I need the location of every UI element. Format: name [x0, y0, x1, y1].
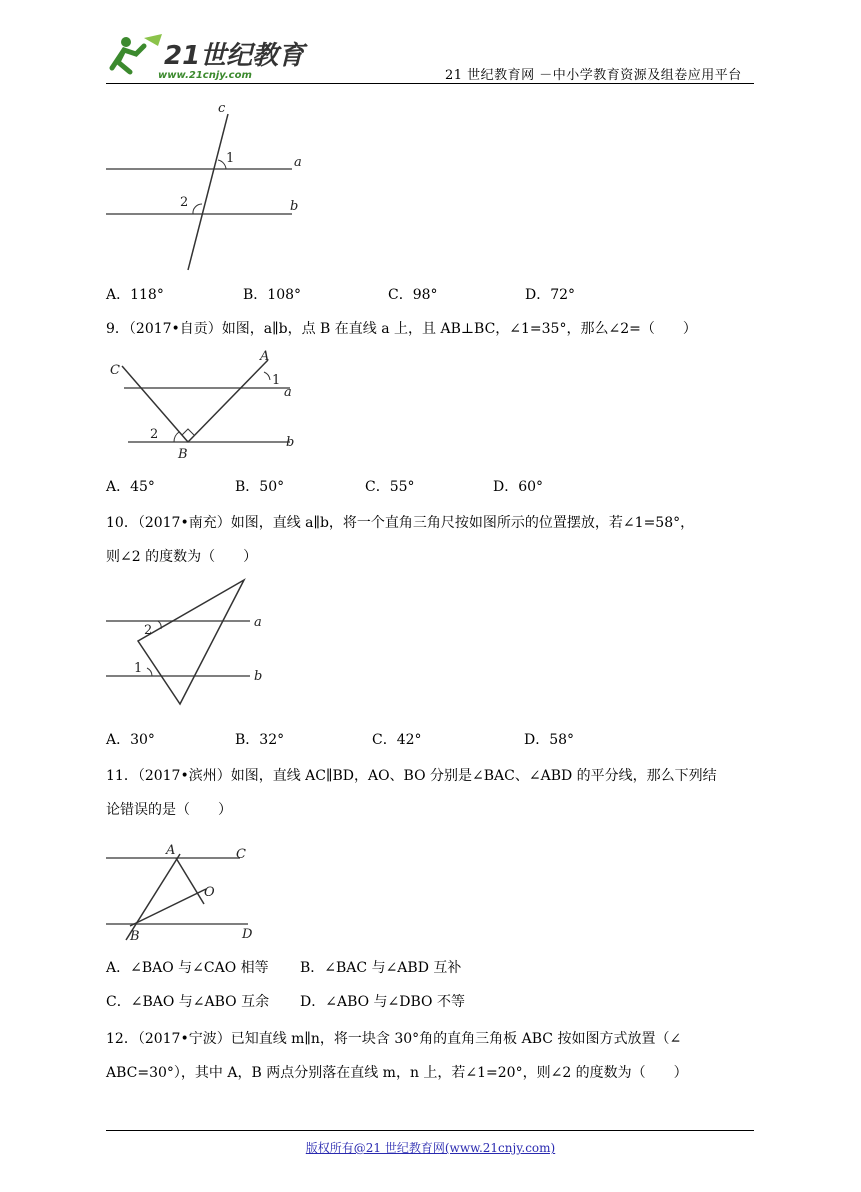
q11-label-C: C: [236, 847, 246, 862]
q10-option-d: D．58°: [524, 732, 575, 748]
q10-stem-line2: 则∠2 的度数为（ ）: [106, 549, 258, 565]
q8-option-a: A．118°: [106, 287, 164, 303]
q8-label-2: 2: [180, 195, 189, 210]
q8-label-1: 1: [226, 151, 235, 166]
q9-label-C: C: [110, 363, 120, 378]
q8-option-c: C．98°: [388, 287, 438, 303]
q11-option-d: D．∠ABO 与∠DBO 不等: [300, 994, 465, 1010]
q12-stem-line2: ABC=30°），其中 A，B 两点分别落在直线 m，n 上，若∠1=20°，则∠2 的度数为（ ）: [106, 1065, 688, 1081]
q11-option-c: C．∠BAO 与∠ABO 互余: [106, 994, 270, 1010]
q10-label-a: a: [254, 615, 262, 630]
q8-label-b: b: [290, 199, 299, 214]
q11-label-O: O: [204, 885, 215, 900]
q10-option-c: C．42°: [372, 732, 422, 748]
q11-option-a: A．∠BAO 与∠CAO 相等: [106, 960, 269, 976]
site-logo: [104, 28, 305, 84]
site-title: 21 世纪教育网 －中小学教育资源及组卷应用平台: [445, 68, 742, 83]
q10-label-b: b: [254, 669, 263, 684]
logo-url: www.21cnjy.com: [158, 70, 252, 81]
q8-option-d: D．72°: [525, 287, 576, 303]
runner-logo-icon: [112, 34, 162, 72]
q9-option-d: D．60°: [493, 479, 544, 495]
q12-stem-line1: 12．（2017•宁波）已知直线 m∥n，将一块含 30°角的直角三角板 ABC 按如图方式放置（∠: [106, 1031, 682, 1047]
q10-option-b: B．32°: [235, 732, 285, 748]
q9-label-2: 2: [150, 427, 159, 442]
q9-stem: 9．（2017•自贡）如图，a∥b，点 B 在直线 a 上，且 AB⊥BC，∠1=35°，那么∠2=（ ）: [106, 321, 697, 337]
q11-option-b: B．∠BAC 与∠ABD 互补: [300, 960, 462, 976]
q10-figure: [100, 574, 280, 714]
footer-divider: [106, 1130, 754, 1131]
q11-label-B: B: [130, 929, 140, 944]
q10-label-2: 2: [144, 623, 153, 638]
q11-stem-line1: 11．（2017•滨州）如图，直线 AC∥BD，AO、BO 分别是∠BAC、∠ABD 的平分线，那么下列结: [106, 768, 717, 784]
q8-figure: [100, 98, 320, 278]
q8-label-c: c: [218, 101, 226, 116]
q11-label-D: D: [242, 927, 253, 942]
q8-label-a: a: [294, 155, 302, 170]
q9-option-a: A．45°: [106, 479, 155, 495]
logo-text: 21世纪教育: [164, 41, 305, 71]
q9-label-B: B: [178, 447, 188, 462]
q11-label-A: A: [166, 843, 176, 858]
footer-copyright[interactable]: [0, 1139, 861, 1156]
q11-figure: [100, 836, 270, 946]
q9-label-A: A: [260, 349, 270, 364]
q10-label-1: 1: [134, 661, 143, 676]
q9-label-b: b: [286, 435, 295, 450]
q9-label-1: 1: [272, 373, 281, 388]
q8-option-b: B．108°: [243, 287, 302, 303]
q11-stem-line2: 论错误的是（ ）: [106, 802, 232, 818]
q10-option-a: A．30°: [106, 732, 155, 748]
footer-link[interactable]: 版权所有@21 世纪教育网(www.21cnjy.com): [305, 1141, 556, 1155]
q9-option-c: C．55°: [365, 479, 415, 495]
q9-option-b: B．50°: [235, 479, 285, 495]
header-divider: [106, 83, 754, 84]
q9-label-a: a: [284, 385, 292, 400]
q9-figure: [100, 346, 320, 466]
q10-stem-line1: 10．（2017•南充）如图，直线 a∥b，将一个直角三角尺按如图所示的位置摆放，若∠1=58°，: [106, 515, 695, 531]
